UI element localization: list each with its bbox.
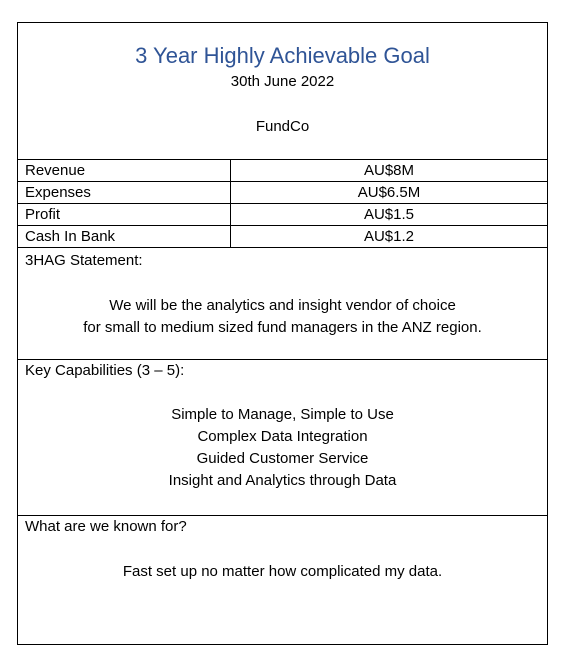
statement-line: We will be the analytics and insight vendor of choice	[109, 297, 456, 314]
financial-value: AU$1.2	[231, 226, 548, 248]
table-row	[18, 226, 548, 248]
table-row	[18, 204, 548, 226]
statement-line: for small to medium sized fund managers in the ANZ region.	[83, 319, 482, 336]
financial-label: Profit	[18, 204, 231, 226]
company-name: FundCo	[255, 118, 310, 135]
known-for-heading: What are we known for?	[25, 518, 187, 535]
capability-item: Insight and Analytics through Data	[168, 472, 397, 489]
financial-label: Expenses	[18, 182, 231, 204]
document-date: 30th June 2022	[230, 73, 335, 90]
table-row	[18, 160, 548, 182]
financial-label: Revenue	[18, 160, 231, 182]
capability-item: Guided Customer Service	[196, 450, 369, 467]
statement-section	[18, 250, 547, 360]
capabilities-list	[18, 404, 547, 492]
table-row	[18, 182, 548, 204]
known-for-text: Fast set up no matter how complicated my data.	[122, 563, 443, 580]
capabilities-heading: Key Capabilities (3 – 5):	[25, 362, 185, 379]
known-for-section	[18, 516, 547, 644]
statement-heading: 3HAG Statement:	[25, 252, 143, 269]
financials-table	[17, 159, 548, 248]
capability-item: Complex Data Integration	[197, 428, 368, 445]
capabilities-section	[18, 360, 547, 516]
capability-item: Simple to Manage, Simple to Use	[171, 406, 394, 423]
statement-body	[18, 295, 547, 339]
financial-value: AU$1.5	[231, 204, 548, 226]
financial-label: Cash In Bank	[18, 226, 231, 248]
financial-value: AU$6.5M	[231, 182, 548, 204]
goal-document	[17, 22, 548, 645]
financial-value: AU$8M	[231, 160, 548, 182]
document-title: 3 Year Highly Achievable Goal	[135, 43, 430, 68]
